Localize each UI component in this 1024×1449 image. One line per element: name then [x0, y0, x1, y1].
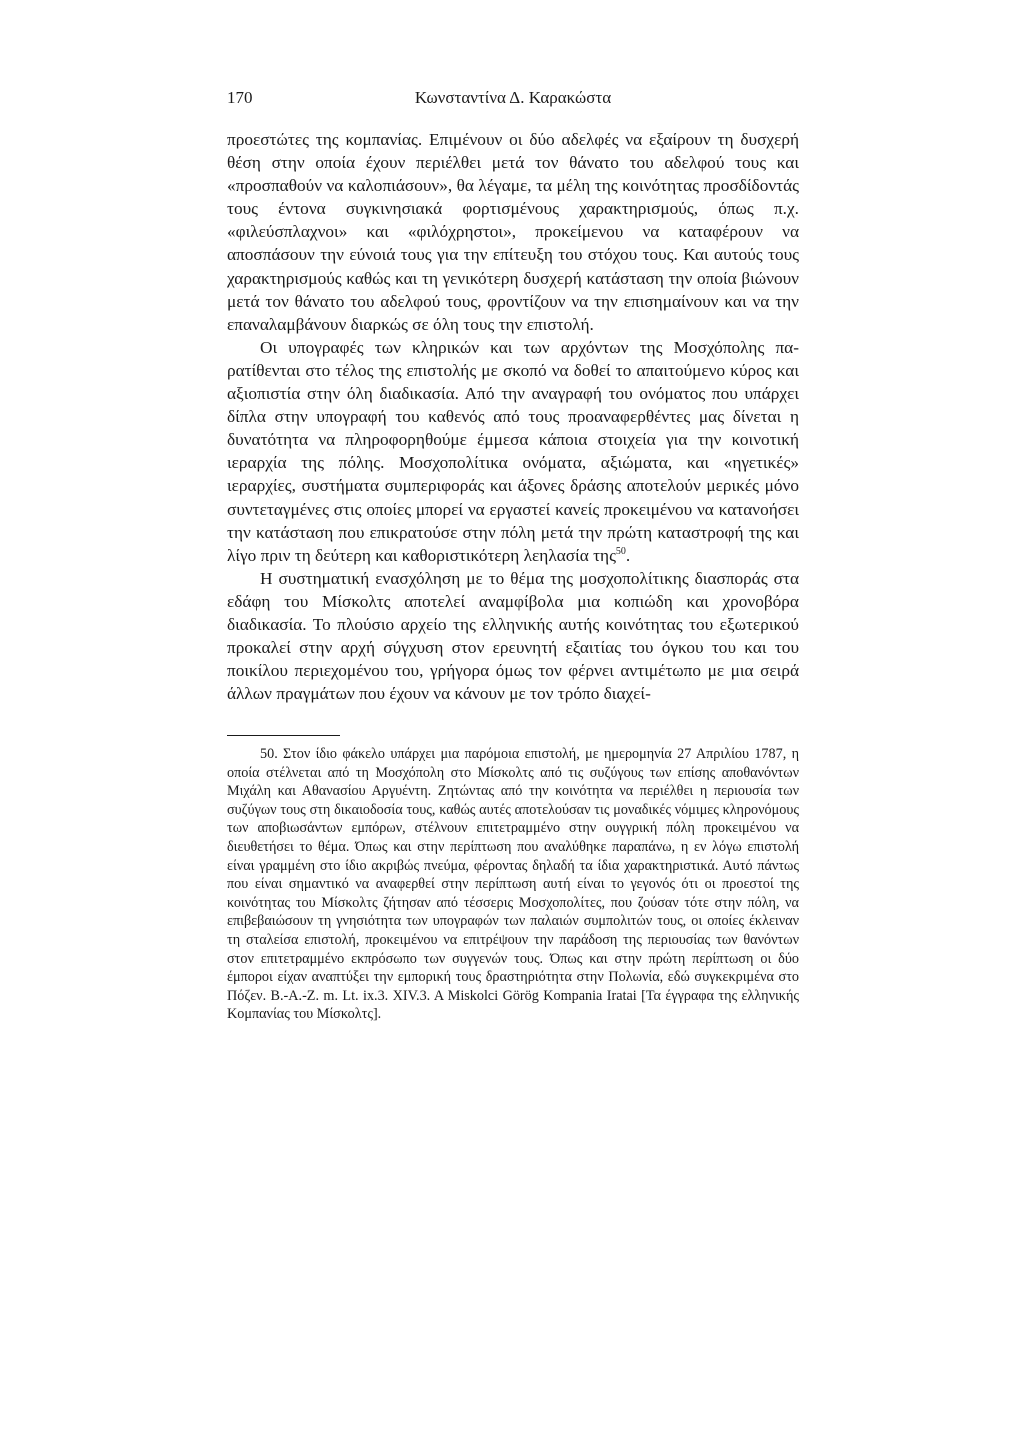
- running-head: Κωνσταντίνα Δ. Καρακώστα: [414, 88, 612, 107]
- page-header: [227, 88, 799, 114]
- page-number: 170: [227, 88, 253, 107]
- footnotes: [227, 745, 799, 1024]
- paragraph: προεστώτες της κομπανίας. Επιμένουν οι δύο αδελφές να εξαίρουν τη δυσχερή θέση στην οποία έχουν περιέλθει μετά τον θάνατο του αδελφού τους και «προσπαθούν να καλοπιάσουν», θα λέγαμε, τα μέλη της κοινότητας προσδίδοντάς τους έντονα συγκινησιακά φορτισμένους χαρακτηρισμούς, όπως π.χ. «φιλεύσπλαχνοι» και «φιλόχρηστοι», προκείμενου να καταφέρουν να αποσπάσουν την εύνοιά τους για την επίτευξη του στόχου τους. Και αυτούς τους χαρακτηρισμούς καθώς και τη γενικότερη δυσχερή κατάσταση την οποία βιώνουν μετά τον θάνατο του αδελφού τους, φροντίζουν να την επισημαίνουν και να την επαναλαμβάνουν διαρκώς σε όλη τους την επιστολή.: [227, 130, 799, 334]
- body-text: [227, 128, 799, 705]
- paragraph-text: Οι υπογραφές των κληρικών και των αρχόντων της Μοσχόπολης παρατίθενται στο τέλος της επιστολής με σκοπό να δοθεί το απαιτούμενο κύρος και αξιοπιστία στην όλη διαδικασία. Από την αναγραφή του ονόματος που υπάρχει δίπλα στην υπογραφή του καθενός από τους προαναφερθέντες μας δίνεται η δυνατότητα να πληροφορηθούμε έμμεσα κάποια στοιχεία για την κοινοτική ιεραρχία της πόλης. Μοσχοπολίτικα ονόματα, αξιώματα, και «ηγετικές» ιεραρχίες, συστήματα συμπεριφοράς και άξονες δράσης αποτελούν μερικές μόνο συντεταγμένες στις οποίες μπορεί να εργαστεί κανείς προκειμένου να κατανοήσει την κατάσταση που επικρατούσε στην πόλη μετά την πρώτη καταστροφή της και λίγο πριν τη δεύτερη και καθοριστικότερη λεηλασία της: [227, 337, 799, 565]
- paragraph: Η συστηματική ενασχόληση με το θέμα της μοσχοπολίτικης διασποράς στα εδάφη του Μίσκολτς αποτελεί αναμφίβολα μια κοπιώδη και χρονοβόρα διαδικασία. Το πλούσιο αρχείο της ελληνικής αυτής κοινότητας του εξωτερικού προκαλεί στην αρχή σύγχυση στον ερευνητή εξαιτίας του όγκου του και του ποικίλου περιεχομένου του, γρήγορα όμως τον φέρνει αντιμέτωπο με μια σειρά άλλων πραγμάτων που έχουν να κάνουν με τον τρόπο διαχεί-: [227, 568, 799, 704]
- footnote-reference[interactable]: 50: [615, 545, 626, 557]
- footnote: 50. Στον ίδιο φάκελο υπάρχει μια παρόμοια επιστολή, με ημερομηνία 27 Απριλίου 1787, η οποία στέλνεται από τη Μοσχόπολη στο Μίσκολτς από τις συζύγους των επίσης αποθανόντων Μιχάλη και Αθανασίου Αργυέντη. Ζητώντας από την κοινότητα να περιέλθει η περιουσία των συζύγων τους στη δικαιοδοσία τους, καθώς αυτές αποτελούσαν τις μοναδικές νόμιμες κληρονόμους των αποβιωσάντων εμπόρων, στέλνουν επιτετραμμένο στην ουγγρική πόλη προκειμένου να διευθετήσει το θέμα. Όπως και στην περίπτωση που αναλύθηκε παραπάνω, η εν λόγω επιστολή είναι γραμμένη στο ίδιο ακριβώς πνεύμα, φέροντας δηλαδή τα ίδια χαρακτηριστικά. Αυτό πάντως που είναι σημαντικό να αναφερθεί στην περίπτωση αυτή είναι το γεγονός ότι οι προεστοί της κοινότητας του Μίσκολτς ζήτησαν από τέσσερις Μοσχοπολίτες, που ζούσαν τότε στην πόλη, να επιβεβαιώσουν τη γνησιότητα των υπογραφών των παλαιών συμπολιτών τους, οι οποίες έκλειναν τη σταλείσα επιστολή, προκειμένου να επιτρέψουν την παράδοση της περιουσίας των θανόντων στον επιτετραμμένο εκπρόσωπο των συγγενών τους. Όπως και στην πρώτη περίπτωση οι δύο έμποροι είχαν αναπτύξει την εμπορική τους δραστηριότητα στην Πολωνία, εδώ συγκεκριμένα στο Πόζεν. B.-A.-Z. m. Lt. ix.3. XIV.3. A Miskolci Görög Kompania Iratai [Τα έγγραφα της ελληνικής Κομπανίας του Μίσκολτς].: [227, 746, 799, 1023]
- footnote-divider: [227, 735, 340, 736]
- paragraph-end: .: [625, 545, 631, 565]
- paragraph: [227, 336, 799, 567]
